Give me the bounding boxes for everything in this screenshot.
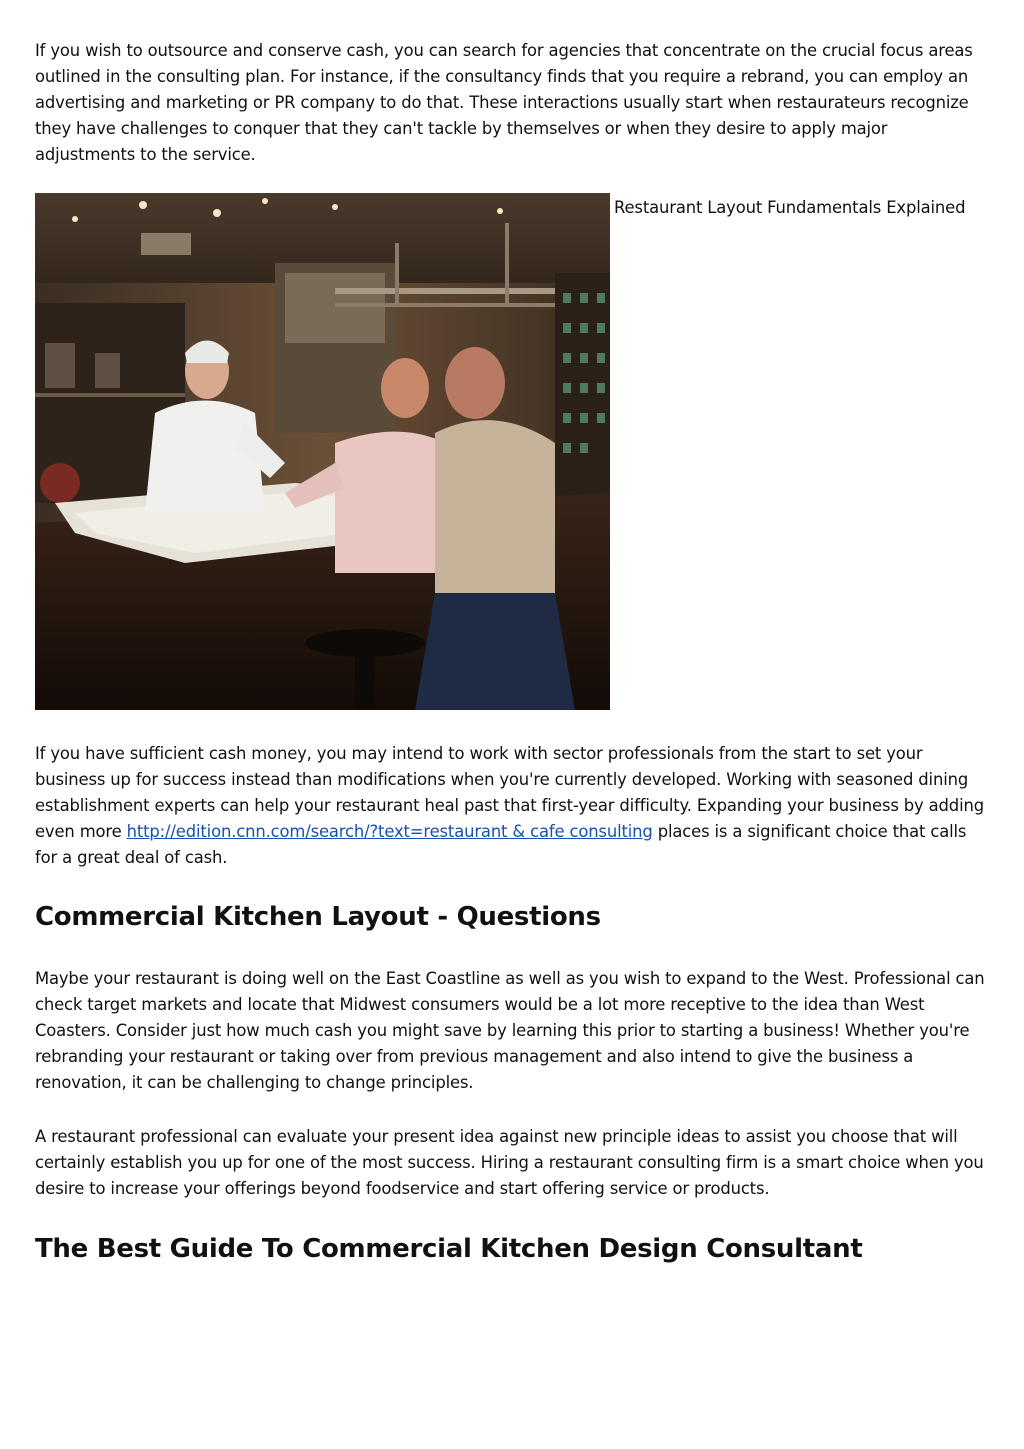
paragraph-restaurant-professional: A restaurant professional can evaluate your present idea against new principle ideas to assist you choose that will certainly establish you up for one of the most success. Hiring a restaurant consulting firm is a smart choice when you desire to increase your offerings beyond foodservice and start offering service or products. — [35, 1127, 984, 1198]
paragraph-cash-money — [35, 741, 990, 871]
cnn-search-link[interactable]: http://edition.cnn.com/search/?text=restaurant & cafe consulting — [126, 822, 653, 841]
image-caption: Restaurant Layout Fundamentals Explained — [614, 198, 966, 217]
consultants-photo — [35, 193, 610, 710]
heading-commercial-kitchen-layout: Commercial Kitchen Layout - Questions — [35, 902, 601, 932]
paragraph-text-after-link: places is a significant choice that calls for a great deal of cash. — [35, 822, 967, 867]
heading-best-guide: The Best Guide To Commercial Kitchen Design Consultant — [35, 1234, 863, 1264]
paragraph-outsource: If you wish to outsource and conserve cash, you can search for agencies that concentrate on the crucial focus areas outlined in the consulting plan. For instance, if the consultancy finds that you require a rebrand, you can employ an advertising and marketing or PR company to do that. These interactions usually start when restaurateurs recognize they have challenges to conquer that they can't tackle by themselves or when they desire to apply major adjustments to the service. — [35, 41, 973, 164]
paragraph-east-coastline: Maybe your restaurant is doing well on the East Coastline as well as you wish to expand to the West. Professional can check target markets and locate that Midwest consumers would be a lot more receptive to the idea than West Coasters. Consider just how much cash you might save by learning this prior to starting a business! Whether you're rebranding your restaurant or taking over from previous management and also intend to give the business a renovation, it can be challenging to change principles. — [35, 969, 985, 1092]
paragraph-text-before-link: If you have sufficient cash money, you may intend to work with sector professionals from the start to set your business up for success instead than modifications when you're currently developed. Working with seasoned dining establishment experts can help your restaurant heal past that first-year difficulty. Expanding your business by adding even more — [35, 744, 984, 841]
